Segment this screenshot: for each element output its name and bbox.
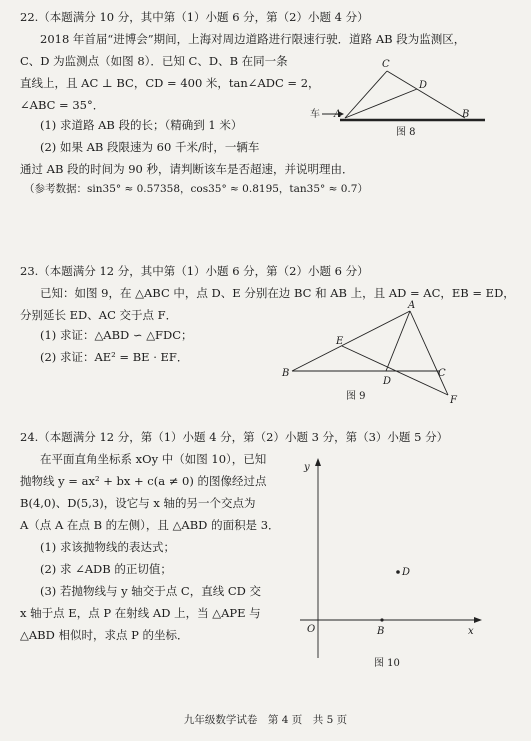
fig9-label-b: B: [282, 368, 290, 379]
q22-heading: 22.（本题满分 10 分，其中第（1）小题 6 分，第（2）小题 4 分）: [20, 10, 369, 24]
fig10-point-d: [396, 570, 400, 574]
fig10-label-o: O: [307, 624, 316, 635]
fig9-segment-af: [410, 311, 448, 395]
q23-line-2: 分别延长 ED、AC 交于点 F．: [20, 308, 178, 322]
fig8-label-d: D: [419, 80, 428, 91]
q24-part-3: (3) 若抛物线与 y 轴交于点 C，直线 CD 交: [40, 584, 262, 598]
q22-line-2: C、D 为监测点（如图 8）．已知 C、D、B 在同一条: [20, 54, 288, 68]
fig10-label-x: x: [468, 626, 474, 637]
q23-part-2: (2) 求证：AE² = BE · EF．: [40, 350, 189, 364]
page-footer: 九年级数学试卷 第 4 页 共 5 页: [183, 714, 348, 726]
fig9-label-c: C: [438, 368, 446, 379]
figure-8: [300, 55, 490, 140]
fig8-caption: 图 8: [396, 127, 416, 138]
fig10-label-y: y: [304, 462, 310, 473]
fig9-label-d: D: [383, 376, 392, 387]
q24-line-6: △ABD 相似时，求点 P 的坐标．: [20, 628, 189, 642]
q22-line-3: 直线上，且 AC ⊥ BC，CD = 400 米，tan∠ADC = 2，: [20, 76, 320, 90]
figure-9: [280, 300, 480, 413]
q22-part-2: (2) 如果 AB 段限速为 60 千米/时，一辆车: [40, 140, 260, 154]
q23-heading: 23.（本题满分 12 分，其中第（1）小题 6 分，第（2）小题 6 分）: [20, 264, 369, 278]
fig9-segment-ef: [342, 346, 448, 395]
q24-line-1: 在平面直角坐标系 xOy 中（如图 10），已知: [40, 452, 267, 466]
q23-part-1: (1) 求证：△ABD ∽ △FDC；: [40, 328, 193, 342]
q24-line-4: A（点 A 在点 B 的左侧），且 △ABD 的面积是 3．: [20, 518, 280, 532]
fig9-caption: 图 9: [346, 391, 366, 402]
fig9-label-a: A: [408, 300, 416, 311]
q24-line-3: B(4,0)、D(5,3)，设它与 x 轴的另一个交点为: [20, 496, 256, 510]
fig10-caption: 图 10: [374, 658, 400, 669]
fig9-label-e: E: [336, 336, 344, 347]
fig10-label-d: D: [402, 567, 411, 578]
fig10-x-axis-arrow: [474, 617, 482, 623]
q24-heading: 24.（本题满分 12 分，第（1）小题 4 分，第（2）小题 3 分，第（3）小题 5 分）: [20, 430, 449, 444]
q24-line-5: x 轴于点 E，点 P 在射线 AD 上，当 △APE 与: [20, 606, 261, 620]
fig8-segment-ad: [345, 89, 417, 118]
fig8-label-c: C: [382, 59, 390, 70]
q24-part-1: (1) 求该抛物线的表达式；: [40, 540, 175, 554]
q23-line-1: 已知：如图 9，在 △ABC 中，点 D、E 分别在边 BC 和 AB 上，且 AD = AC，EB = ED，: [40, 286, 515, 300]
q24-line-2: 抛物线 y = ax² + bx + c(a ≠ 0) 的图像经过点: [20, 474, 267, 488]
figure-10: [296, 458, 492, 670]
fig8-label-b: B: [462, 109, 470, 120]
fig9-label-f: F: [450, 395, 457, 406]
fig10-point-b: [380, 618, 383, 621]
fig8-segment-cb: [387, 71, 465, 118]
q22-line-5: 通过 AB 段的时间为 90 秒，请判断该车是否超速，并说明理由．: [20, 162, 354, 176]
q22-line-1: 2018 年首届“进博会”期间，上海对周边道路进行限速行驶．道路 AB 段为监测区，: [40, 32, 466, 46]
fig8-label-a: A: [334, 109, 342, 120]
fig8-segment-ac: [345, 71, 387, 118]
q22-part-1: (1) 求道路 AB 段的长；（精确到 1 米）: [40, 118, 243, 132]
q22-line-4: ∠ABC = 35°．: [20, 98, 105, 112]
fig10-y-axis-arrow: [315, 458, 321, 466]
fig9-segment-ad: [386, 311, 410, 371]
q24-part-2: (2) 求 ∠ADB 的正切值；: [40, 562, 172, 576]
fig8-label-car: 车: [310, 109, 320, 120]
fig9-segment-ba: [292, 311, 410, 371]
q22-reference-data: （参考数据：sin35° ≈ 0.57358，cos35° ≈ 0.8195，tan35° ≈ 0.7）: [24, 183, 368, 195]
fig10-label-b: B: [377, 626, 385, 637]
